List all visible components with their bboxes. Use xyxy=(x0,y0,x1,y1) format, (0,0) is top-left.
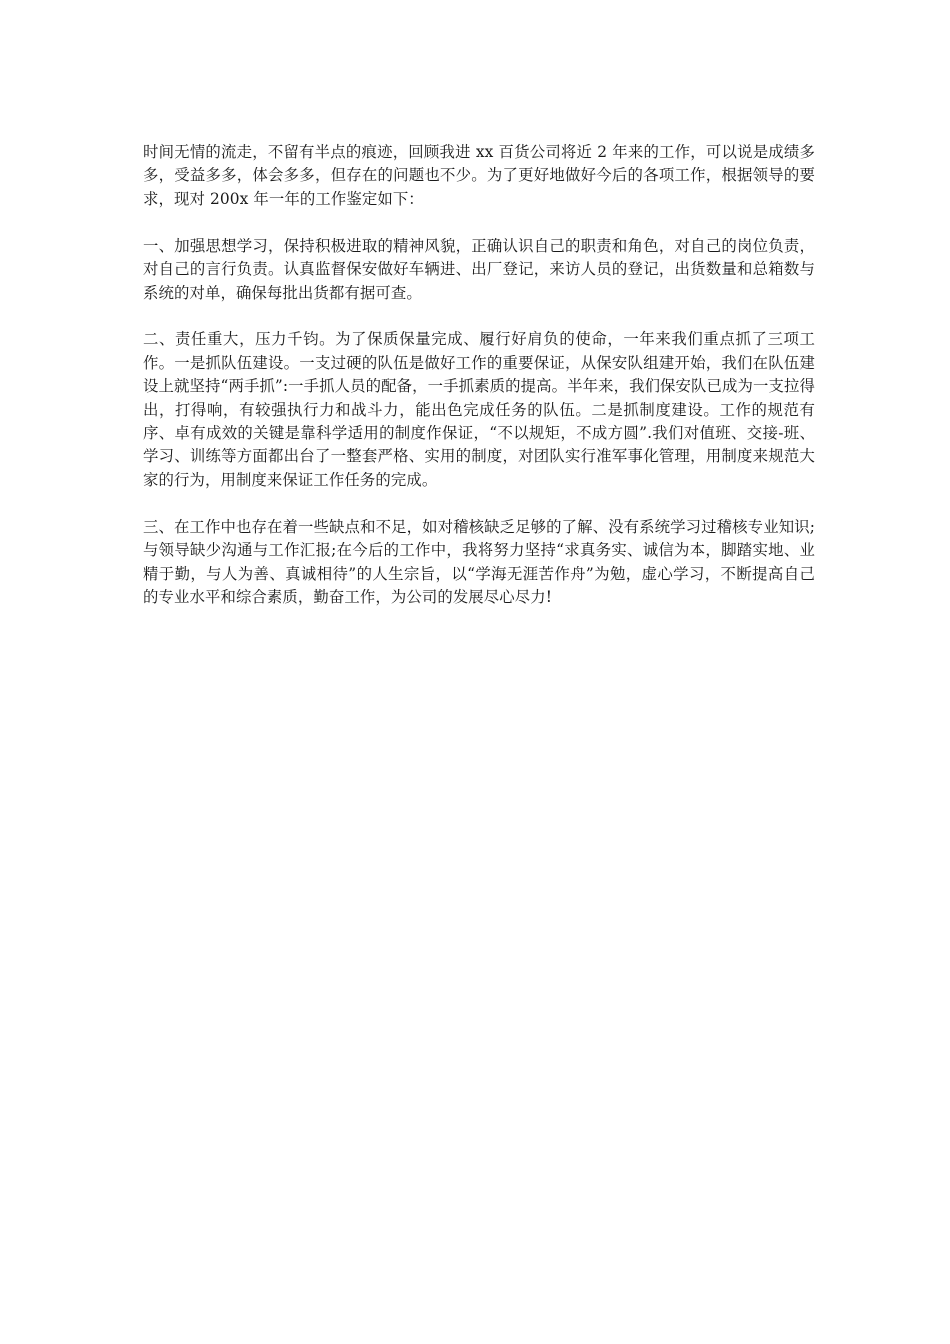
paragraph-intro: 时间无情的流走，不留有半点的痕迹，回顾我进 xx 百货公司将近 2 年来的工作，可以说是成绩多多，受益多多，体会多多，但存在的问题也不少。为了更好地做好今后的各项工作，根据领导的要求，现对 200x 年一年的工作鉴定如下： xyxy=(143,143,815,208)
paragraph-section-3: 三、在工作中也存在着一些缺点和不足，如对稽核缺乏足够的了解、没有系统学习过稽核专业知识;与领导缺少沟通与工作汇报;在今后的工作中，我将努力坚持“求真务实、诚信为本，脚踏实地、业精于勤，与人为善、真诚相待”的人生宗旨，以“学海无涯苦作舟”为勉，虚心学习，不断提高自己的专业水平和综合素质，勤奋工作，为公司的发展尽心尽力! xyxy=(143,517,815,606)
document-body xyxy=(143,141,815,633)
paragraph-section-2: 二、责任重大，压力千钧。为了保质保量完成、履行好肩负的使命，一年来我们重点抓了三项工作。一是抓队伍建设。一支过硬的队伍是做好工作的重要保证，从保安队组建开始，我们在队伍建设上就坚持“两手抓”:一手抓人员的配备，一手抓素质的提高。半年来，我们保安队已成为一支拉得出，打得响，有较强执行力和战斗力，能出色完成任务的队伍。二是抓制度建设。工作的规范有序、卓有成效的关键是靠科学适用的制度作保证，“不以规矩，不成方圆”.我们对值班、交接-班、学习、训练等方面都出台了一整套严格、实用的制度，对团队实行准军事化管理，用制度来规范大家的行为，用制度来保证工作任务的完成。 xyxy=(143,330,815,489)
paragraph-section-1: 一、加强思想学习，保持积极进取的精神风貌，正确认识自己的职责和角色，对自己的岗位负责，对自己的言行负责。认真监督保安做好车辆进、出厂登记，来访人员的登记，出货数量和总箱数与系统的对单，确保每批出货都有据可查。 xyxy=(143,236,815,302)
